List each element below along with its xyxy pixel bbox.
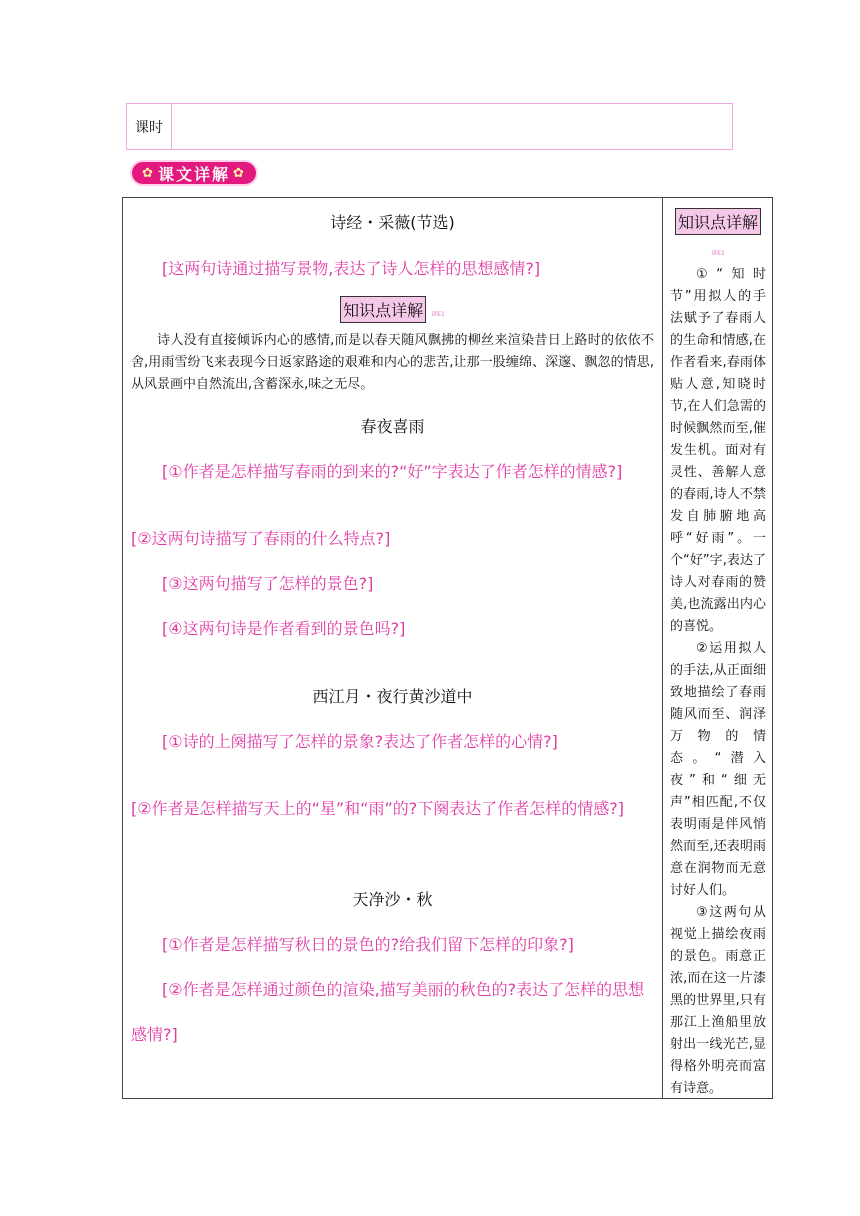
knowledge-heading: [123, 296, 662, 323]
sidebar-notes: [670, 264, 766, 1100]
sidebar-translation-mark: 译E1: [711, 250, 725, 257]
sidebar-note-3: ③这两句从视觉上描绘夜雨的景色。雨意正浓,而在这一片漆黑的世界里,只有那江上渔船里放射出一线光芒,显得格外明亮而富有诗意。: [670, 905, 766, 1096]
sidebar-knowledge-label: 知识点详解: [675, 208, 761, 235]
question-chunye-2: [②这两句诗描写了春雨的什么特点?]: [131, 529, 391, 548]
section-banner: [130, 160, 258, 186]
main-content-column: [123, 198, 662, 1098]
poem-title-xijiangyue: 西江月・夜行黄沙道中: [312, 687, 473, 706]
flower-icon: ✿: [142, 165, 155, 181]
question-tianjingsha-1: [①作者是怎样描写秋日的景色的?给我们留下怎样的印象?]: [162, 935, 574, 954]
question-xijiangyue-2: [②作者是怎样描写天上的“星”和“雨”的?下阕表达了作者怎样的情感?]: [131, 799, 624, 818]
sidebar-note-1: ①“知时节”用拟人的手法赋予了春雨人的生命和情感,在作者看来,春雨体贴人意,知晓时节,在人们急需的时候飘然而至,催发生机。面对有灵性、善解人意的春雨,诗人不禁发自肺腑地高呼“好雨”。一个“好”字,表达了诗人对春雨的赞美,也流露出内心的喜悦。: [670, 267, 766, 634]
question-xijiangyue-1: [①诗的上阕描写了怎样的景象?表达了作者怎样的心情?]: [162, 732, 558, 751]
lesson-value-cell: [172, 104, 732, 149]
poem-title-tianjingsha: 天净沙・秋: [352, 890, 433, 909]
question-tianjingsha-2: [②作者是怎样通过颜色的渲染,描写美丽的秋色的?表达了怎样的思想: [162, 980, 645, 999]
banner-label: 课文详解: [157, 164, 230, 184]
question-caiwei: [这两句诗通过描写景物,表达了诗人怎样的思想感情?]: [162, 259, 541, 278]
sidebar-column: [663, 198, 773, 1098]
sidebar-knowledge-heading: [663, 208, 773, 235]
question-chunye-3: [③这两句描写了怎样的景色?]: [162, 574, 374, 593]
question-tianjingsha-2-cont: 感情?]: [131, 1025, 178, 1044]
question-chunye-1: [①作者是怎样描写春雨的到来的?“好”字表达了作者怎样的情感?]: [162, 462, 623, 481]
knowledge-paragraph: 诗人没有直接倾诉内心的感情,而是以春天随风飘拂的柳丝来渲染昔日上路时的依依不舍,用雨雪纷飞来表现今日返家路途的艰难和内心的悲苦,让那一股缠绵、深邃、飘忽的情思,从风景画中自然流出,含蓄深永,味之无尽。: [131, 333, 654, 392]
question-chunye-4: [④这两句诗是作者看到的景色吗?]: [162, 619, 406, 638]
lesson-label: 课时: [127, 104, 172, 149]
sidebar-note-2: ②运用拟人的手法,从正面细致地描绘了春雨随风而至、润泽万物的情态。“潜入夜”和“细无声”相匹配,不仅表明雨是伴风悄然而至,还表明雨意在润物而无意讨好人们。: [670, 641, 766, 898]
lesson-table: [122, 197, 773, 1099]
lesson-header-box: [126, 103, 733, 150]
translation-mark: 译E1: [431, 311, 445, 318]
poem-title-caiwei: 诗经・采薇(节选): [330, 213, 455, 232]
flower-icon: ✿: [233, 165, 246, 181]
knowledge-label: 知识点详解: [340, 296, 426, 323]
poem-title-chunye: 春夜喜雨: [360, 417, 425, 436]
